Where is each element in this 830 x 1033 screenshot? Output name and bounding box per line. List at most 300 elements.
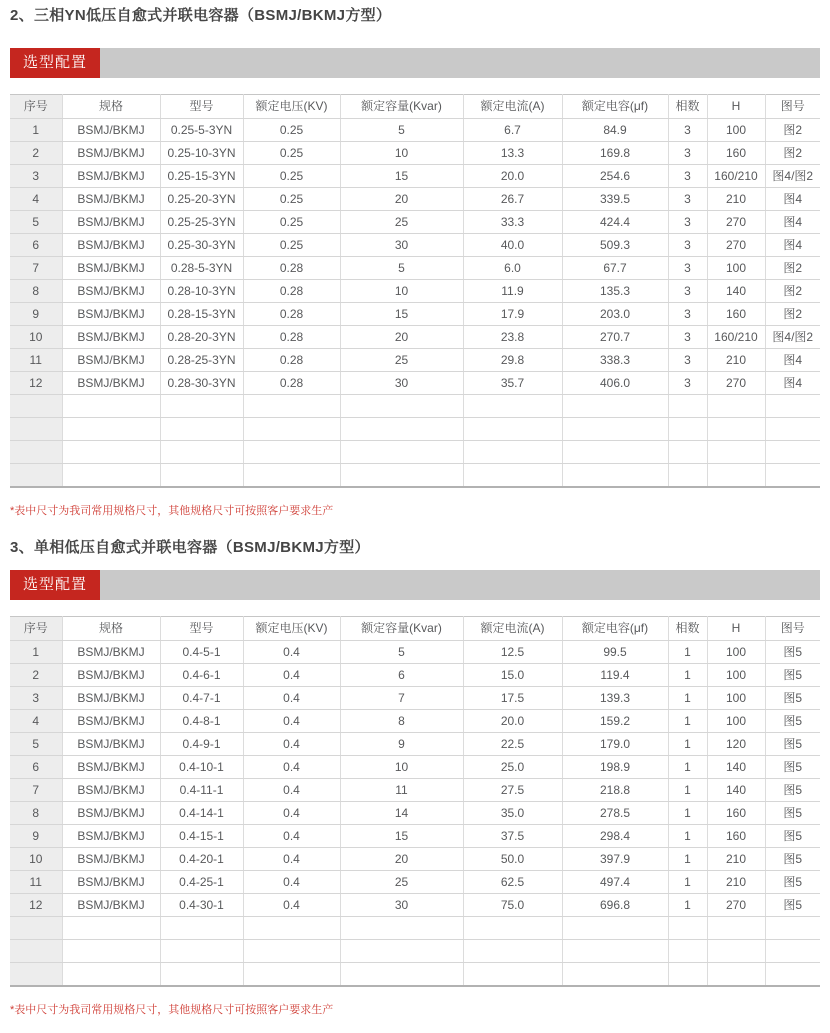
table-cell: 25.0 [463, 756, 562, 779]
column-header: 额定电流(A) [463, 617, 562, 641]
table-cell: 135.3 [562, 280, 668, 303]
table-cell: 3 [668, 234, 707, 257]
table-cell: 11 [340, 779, 463, 802]
table-cell: 0.4 [243, 871, 340, 894]
table-cell: 0.4-5-1 [160, 641, 243, 664]
table-cell: 0.28 [243, 349, 340, 372]
table-cell: 6.0 [463, 257, 562, 280]
table-cell: 0.4 [243, 664, 340, 687]
table-cell: BSMJ/BKMJ [62, 825, 160, 848]
table-cell: 1 [10, 641, 62, 664]
table-cell: 0.4 [243, 756, 340, 779]
table-cell: 210 [707, 188, 765, 211]
table-cell: 160/210 [707, 165, 765, 188]
table-cell: BSMJ/BKMJ [62, 234, 160, 257]
table-row [10, 802, 820, 825]
table-cell [340, 917, 463, 940]
table-cell [668, 418, 707, 441]
table-cell: 0.4-8-1 [160, 710, 243, 733]
table-cell: 254.6 [562, 165, 668, 188]
table-cell [160, 441, 243, 464]
table-cell: 3 [668, 349, 707, 372]
table-cell: 0.4-30-1 [160, 894, 243, 917]
table-row [10, 280, 820, 303]
table-cell: 4 [10, 188, 62, 211]
table-row [10, 234, 820, 257]
column-header: 额定容量(Kvar) [340, 95, 463, 119]
table-cell: BSMJ/BKMJ [62, 165, 160, 188]
table-cell [243, 464, 340, 488]
table-cell: BSMJ/BKMJ [62, 188, 160, 211]
selection-config-badge: 选型配置 [10, 570, 100, 600]
table-cell: 15 [340, 165, 463, 188]
table-cell: 0.28-25-3YN [160, 349, 243, 372]
table-cell: 0.4 [243, 733, 340, 756]
table-cell: 2 [10, 664, 62, 687]
table-cell: 9 [10, 825, 62, 848]
table-cell: 图4 [765, 211, 820, 234]
table-cell: 0.4 [243, 710, 340, 733]
table-cell [340, 464, 463, 488]
section-three-phase-capacitor [10, 6, 820, 518]
empty-table-row [10, 917, 820, 940]
table-cell: 159.2 [562, 710, 668, 733]
table-cell [707, 395, 765, 418]
table-cell: 3 [668, 326, 707, 349]
table-row [10, 165, 820, 188]
table-cell: BSMJ/BKMJ [62, 142, 160, 165]
table-cell [668, 464, 707, 488]
table-cell: 160 [707, 142, 765, 165]
table-cell: 15 [340, 303, 463, 326]
table-cell: 0.25 [243, 188, 340, 211]
table-cell: 9 [10, 303, 62, 326]
table-cell: 140 [707, 779, 765, 802]
table-cell: 218.8 [562, 779, 668, 802]
table-cell: 50.0 [463, 848, 562, 871]
table-cell: 119.4 [562, 664, 668, 687]
table-cell [340, 441, 463, 464]
table-row [10, 641, 820, 664]
table-cell: 7 [10, 779, 62, 802]
table-cell [243, 441, 340, 464]
table-cell: 35.0 [463, 802, 562, 825]
table-cell [62, 464, 160, 488]
table-cell [340, 963, 463, 987]
table-cell [10, 917, 62, 940]
table-cell [10, 418, 62, 441]
table-cell: 3 [668, 303, 707, 326]
table-cell [463, 418, 562, 441]
table-row [10, 733, 820, 756]
table-cell: BSMJ/BKMJ [62, 710, 160, 733]
table-row [10, 303, 820, 326]
table-cell: 0.28 [243, 257, 340, 280]
table-cell: BSMJ/BKMJ [62, 280, 160, 303]
table-cell: BSMJ/BKMJ [62, 372, 160, 395]
table-cell: 6.7 [463, 119, 562, 142]
table-cell: 20.0 [463, 165, 562, 188]
table-cell: 26.7 [463, 188, 562, 211]
table-cell: 3 [10, 165, 62, 188]
table-cell: 13.3 [463, 142, 562, 165]
table-cell: 1 [668, 825, 707, 848]
table-cell [562, 441, 668, 464]
table-cell: 210 [707, 848, 765, 871]
table-cell: 4 [10, 710, 62, 733]
table-cell: BSMJ/BKMJ [62, 848, 160, 871]
table-row [10, 825, 820, 848]
table-cell: 0.25-10-3YN [160, 142, 243, 165]
table-cell [463, 464, 562, 488]
table-cell: 139.3 [562, 687, 668, 710]
table-cell: 0.4 [243, 894, 340, 917]
table-cell: 0.4 [243, 825, 340, 848]
table-cell: 99.5 [562, 641, 668, 664]
table-cell [765, 940, 820, 963]
column-header: 图号 [765, 617, 820, 641]
table-cell [707, 464, 765, 488]
table-cell: 30 [340, 372, 463, 395]
empty-table-row [10, 963, 820, 987]
table-cell: 20 [340, 326, 463, 349]
table-row [10, 349, 820, 372]
table-cell: BSMJ/BKMJ [62, 641, 160, 664]
table-cell: 0.4 [243, 687, 340, 710]
table-cell: 0.4 [243, 848, 340, 871]
column-header: 序号 [10, 95, 62, 119]
table-cell: 11 [10, 349, 62, 372]
table-cell: 33.3 [463, 211, 562, 234]
table-cell: 160 [707, 825, 765, 848]
table-cell [62, 395, 160, 418]
table-cell: 0.4-20-1 [160, 848, 243, 871]
table-row [10, 710, 820, 733]
table-cell: 12 [10, 372, 62, 395]
table-cell: BSMJ/BKMJ [62, 664, 160, 687]
table-cell: 0.4 [243, 641, 340, 664]
table-cell: 120 [707, 733, 765, 756]
column-header: 规格 [62, 617, 160, 641]
table-cell: 图4 [765, 234, 820, 257]
table-cell: BSMJ/BKMJ [62, 779, 160, 802]
table-cell: 20 [340, 188, 463, 211]
table-cell [160, 940, 243, 963]
table-cell: 15.0 [463, 664, 562, 687]
table-cell [10, 464, 62, 488]
table-cell: 1 [668, 871, 707, 894]
table-cell: 160/210 [707, 326, 765, 349]
table-cell [62, 963, 160, 987]
table-cell [62, 917, 160, 940]
table-cell: 40.0 [463, 234, 562, 257]
table-cell: 30 [340, 234, 463, 257]
size-footnote: *表中尺寸为我司常用规格尺寸，其他规格尺寸可按照客户要求生产 [10, 505, 334, 517]
column-header: 额定电容(μf) [562, 617, 668, 641]
table-cell: 5 [10, 733, 62, 756]
table-cell: 3 [668, 142, 707, 165]
table-cell [62, 940, 160, 963]
table-cell: 0.4-6-1 [160, 664, 243, 687]
table-cell: 3 [10, 687, 62, 710]
column-header: 序号 [10, 617, 62, 641]
table-cell: BSMJ/BKMJ [62, 119, 160, 142]
table-cell: 6 [10, 234, 62, 257]
table-cell: 图5 [765, 710, 820, 733]
table-cell: 11 [10, 871, 62, 894]
table-cell: 406.0 [562, 372, 668, 395]
table-cell: 270 [707, 234, 765, 257]
table-cell: 0.28 [243, 303, 340, 326]
table-cell: 6 [10, 756, 62, 779]
table-cell: 0.28-30-3YN [160, 372, 243, 395]
table-cell: 1 [668, 848, 707, 871]
table-cell: 210 [707, 349, 765, 372]
table-cell [340, 418, 463, 441]
table-cell: 29.8 [463, 349, 562, 372]
table-cell: 0.25 [243, 234, 340, 257]
table-cell: 0.25-5-3YN [160, 119, 243, 142]
table-cell: 7 [340, 687, 463, 710]
table-cell [668, 940, 707, 963]
table-cell: 0.28-5-3YN [160, 257, 243, 280]
column-header: 型号 [160, 617, 243, 641]
table-cell: 图4 [765, 188, 820, 211]
table-cell: 0.28 [243, 326, 340, 349]
table-cell: 图2 [765, 119, 820, 142]
table-cell: 图5 [765, 848, 820, 871]
table-cell: 3 [668, 188, 707, 211]
table-cell: 424.4 [562, 211, 668, 234]
table-cell: BSMJ/BKMJ [62, 326, 160, 349]
column-header: 规格 [62, 95, 160, 119]
table-cell: 17.9 [463, 303, 562, 326]
table-cell: 3 [668, 119, 707, 142]
table-cell [668, 963, 707, 987]
table-cell: 1 [668, 641, 707, 664]
column-header: 额定电压(KV) [243, 617, 340, 641]
table-cell: 图5 [765, 871, 820, 894]
table-cell: 图5 [765, 802, 820, 825]
table-cell: 0.4-11-1 [160, 779, 243, 802]
table-cell [668, 441, 707, 464]
table-cell: 1 [668, 756, 707, 779]
table-cell: 198.9 [562, 756, 668, 779]
table-cell [243, 963, 340, 987]
table-cell: 1 [668, 710, 707, 733]
table-cell: 0.4 [243, 779, 340, 802]
table-cell: 497.4 [562, 871, 668, 894]
table-cell [340, 940, 463, 963]
table-cell: 1 [668, 687, 707, 710]
table-cell: 210 [707, 871, 765, 894]
table-cell: 0.4 [243, 802, 340, 825]
table-cell: 298.4 [562, 825, 668, 848]
table-cell: 0.4-15-1 [160, 825, 243, 848]
table-row [10, 848, 820, 871]
table-cell [707, 940, 765, 963]
table-row [10, 779, 820, 802]
table-cell: BSMJ/BKMJ [62, 756, 160, 779]
table-row [10, 188, 820, 211]
table-cell [562, 395, 668, 418]
table-cell: 25 [340, 211, 463, 234]
table-cell: 7 [10, 257, 62, 280]
table-cell [668, 917, 707, 940]
table-cell: 100 [707, 641, 765, 664]
table-cell: 0.25-20-3YN [160, 188, 243, 211]
table-cell [463, 441, 562, 464]
table-cell [765, 963, 820, 987]
table-cell: 339.5 [562, 188, 668, 211]
table-cell [243, 917, 340, 940]
table-cell: 37.5 [463, 825, 562, 848]
table-cell: 1 [10, 119, 62, 142]
selection-config-badge: 选型配置 [10, 48, 100, 78]
table-cell: 140 [707, 280, 765, 303]
table-cell: 35.7 [463, 372, 562, 395]
table-row [10, 119, 820, 142]
table-cell: BSMJ/BKMJ [62, 894, 160, 917]
table-header-row [10, 95, 820, 119]
table-cell [765, 441, 820, 464]
table-cell: BSMJ/BKMJ [62, 733, 160, 756]
table-cell: 3 [668, 372, 707, 395]
table-header-row [10, 617, 820, 641]
table-cell: 0.25-25-3YN [160, 211, 243, 234]
table-cell: 0.4-25-1 [160, 871, 243, 894]
column-header: H [707, 95, 765, 119]
table-cell: 20 [340, 848, 463, 871]
table-cell: 10 [340, 142, 463, 165]
table-cell: 22.5 [463, 733, 562, 756]
table-cell: BSMJ/BKMJ [62, 871, 160, 894]
table-cell [340, 395, 463, 418]
table-cell: BSMJ/BKMJ [62, 211, 160, 234]
column-header: 额定电压(KV) [243, 95, 340, 119]
table-cell: 270.7 [562, 326, 668, 349]
table-cell [160, 917, 243, 940]
table-cell [62, 418, 160, 441]
table-cell: 图5 [765, 641, 820, 664]
selection-config-bar [10, 570, 820, 600]
table-row [10, 257, 820, 280]
table-cell: 23.8 [463, 326, 562, 349]
section-single-phase-capacitor [10, 538, 820, 1017]
table-cell: 0.4-7-1 [160, 687, 243, 710]
table-cell: 0.28-15-3YN [160, 303, 243, 326]
table-cell [10, 940, 62, 963]
table-cell: 140 [707, 756, 765, 779]
table-row [10, 211, 820, 234]
table-cell: 图5 [765, 894, 820, 917]
table-cell: 3 [668, 257, 707, 280]
table-cell [62, 441, 160, 464]
table-cell: 0.28-10-3YN [160, 280, 243, 303]
empty-table-row [10, 418, 820, 441]
table-cell: 1 [668, 733, 707, 756]
table-cell: 397.9 [562, 848, 668, 871]
table-cell: 62.5 [463, 871, 562, 894]
table-cell: 图4 [765, 372, 820, 395]
empty-table-row [10, 441, 820, 464]
table-cell: 12.5 [463, 641, 562, 664]
table-cell: BSMJ/BKMJ [62, 687, 160, 710]
table-cell: 图4 [765, 349, 820, 372]
table-cell: 0.4-14-1 [160, 802, 243, 825]
table-cell: 25 [340, 349, 463, 372]
table-cell: BSMJ/BKMJ [62, 257, 160, 280]
table-cell [562, 940, 668, 963]
table-cell: 338.3 [562, 349, 668, 372]
table-cell: 1 [668, 779, 707, 802]
table-cell: 图5 [765, 664, 820, 687]
table-cell: 3 [668, 280, 707, 303]
table-cell: 图2 [765, 257, 820, 280]
table-cell: 图5 [765, 779, 820, 802]
table-cell [765, 917, 820, 940]
table-row [10, 687, 820, 710]
table-cell: 图2 [765, 142, 820, 165]
table-cell [707, 917, 765, 940]
table-cell: 100 [707, 664, 765, 687]
table-cell: 100 [707, 710, 765, 733]
table-cell: 图4/图2 [765, 326, 820, 349]
column-header: 额定电容(μf) [562, 95, 668, 119]
table-cell: 10 [340, 756, 463, 779]
table-cell [707, 418, 765, 441]
table-cell: BSMJ/BKMJ [62, 349, 160, 372]
table-cell: 10 [10, 326, 62, 349]
table-cell: 100 [707, 119, 765, 142]
table-cell: 0.25-30-3YN [160, 234, 243, 257]
column-header: 额定电流(A) [463, 95, 562, 119]
table-cell: 270 [707, 211, 765, 234]
table-cell [765, 464, 820, 488]
table-cell [463, 940, 562, 963]
table-cell: 0.4-10-1 [160, 756, 243, 779]
table-cell: 0.28 [243, 280, 340, 303]
table-cell: 67.7 [562, 257, 668, 280]
table-cell [160, 395, 243, 418]
table-cell [562, 418, 668, 441]
table-cell: 160 [707, 303, 765, 326]
table-cell [707, 963, 765, 987]
table-cell: 0.4-9-1 [160, 733, 243, 756]
table-cell: 278.5 [562, 802, 668, 825]
table-cell: 100 [707, 257, 765, 280]
table-cell: 2 [10, 142, 62, 165]
table-cell: 图2 [765, 303, 820, 326]
table-cell: 5 [10, 211, 62, 234]
table-cell [160, 464, 243, 488]
table-cell: 203.0 [562, 303, 668, 326]
table-cell [765, 418, 820, 441]
table-cell: 0.25 [243, 211, 340, 234]
table-cell [562, 464, 668, 488]
table-cell [10, 441, 62, 464]
table-cell [765, 395, 820, 418]
table-cell [463, 395, 562, 418]
table-cell: BSMJ/BKMJ [62, 303, 160, 326]
table-cell [243, 940, 340, 963]
column-header: 相数 [668, 95, 707, 119]
table-cell [10, 395, 62, 418]
table-cell: 图5 [765, 733, 820, 756]
table-cell: 270 [707, 894, 765, 917]
table-row [10, 142, 820, 165]
table-row [10, 326, 820, 349]
